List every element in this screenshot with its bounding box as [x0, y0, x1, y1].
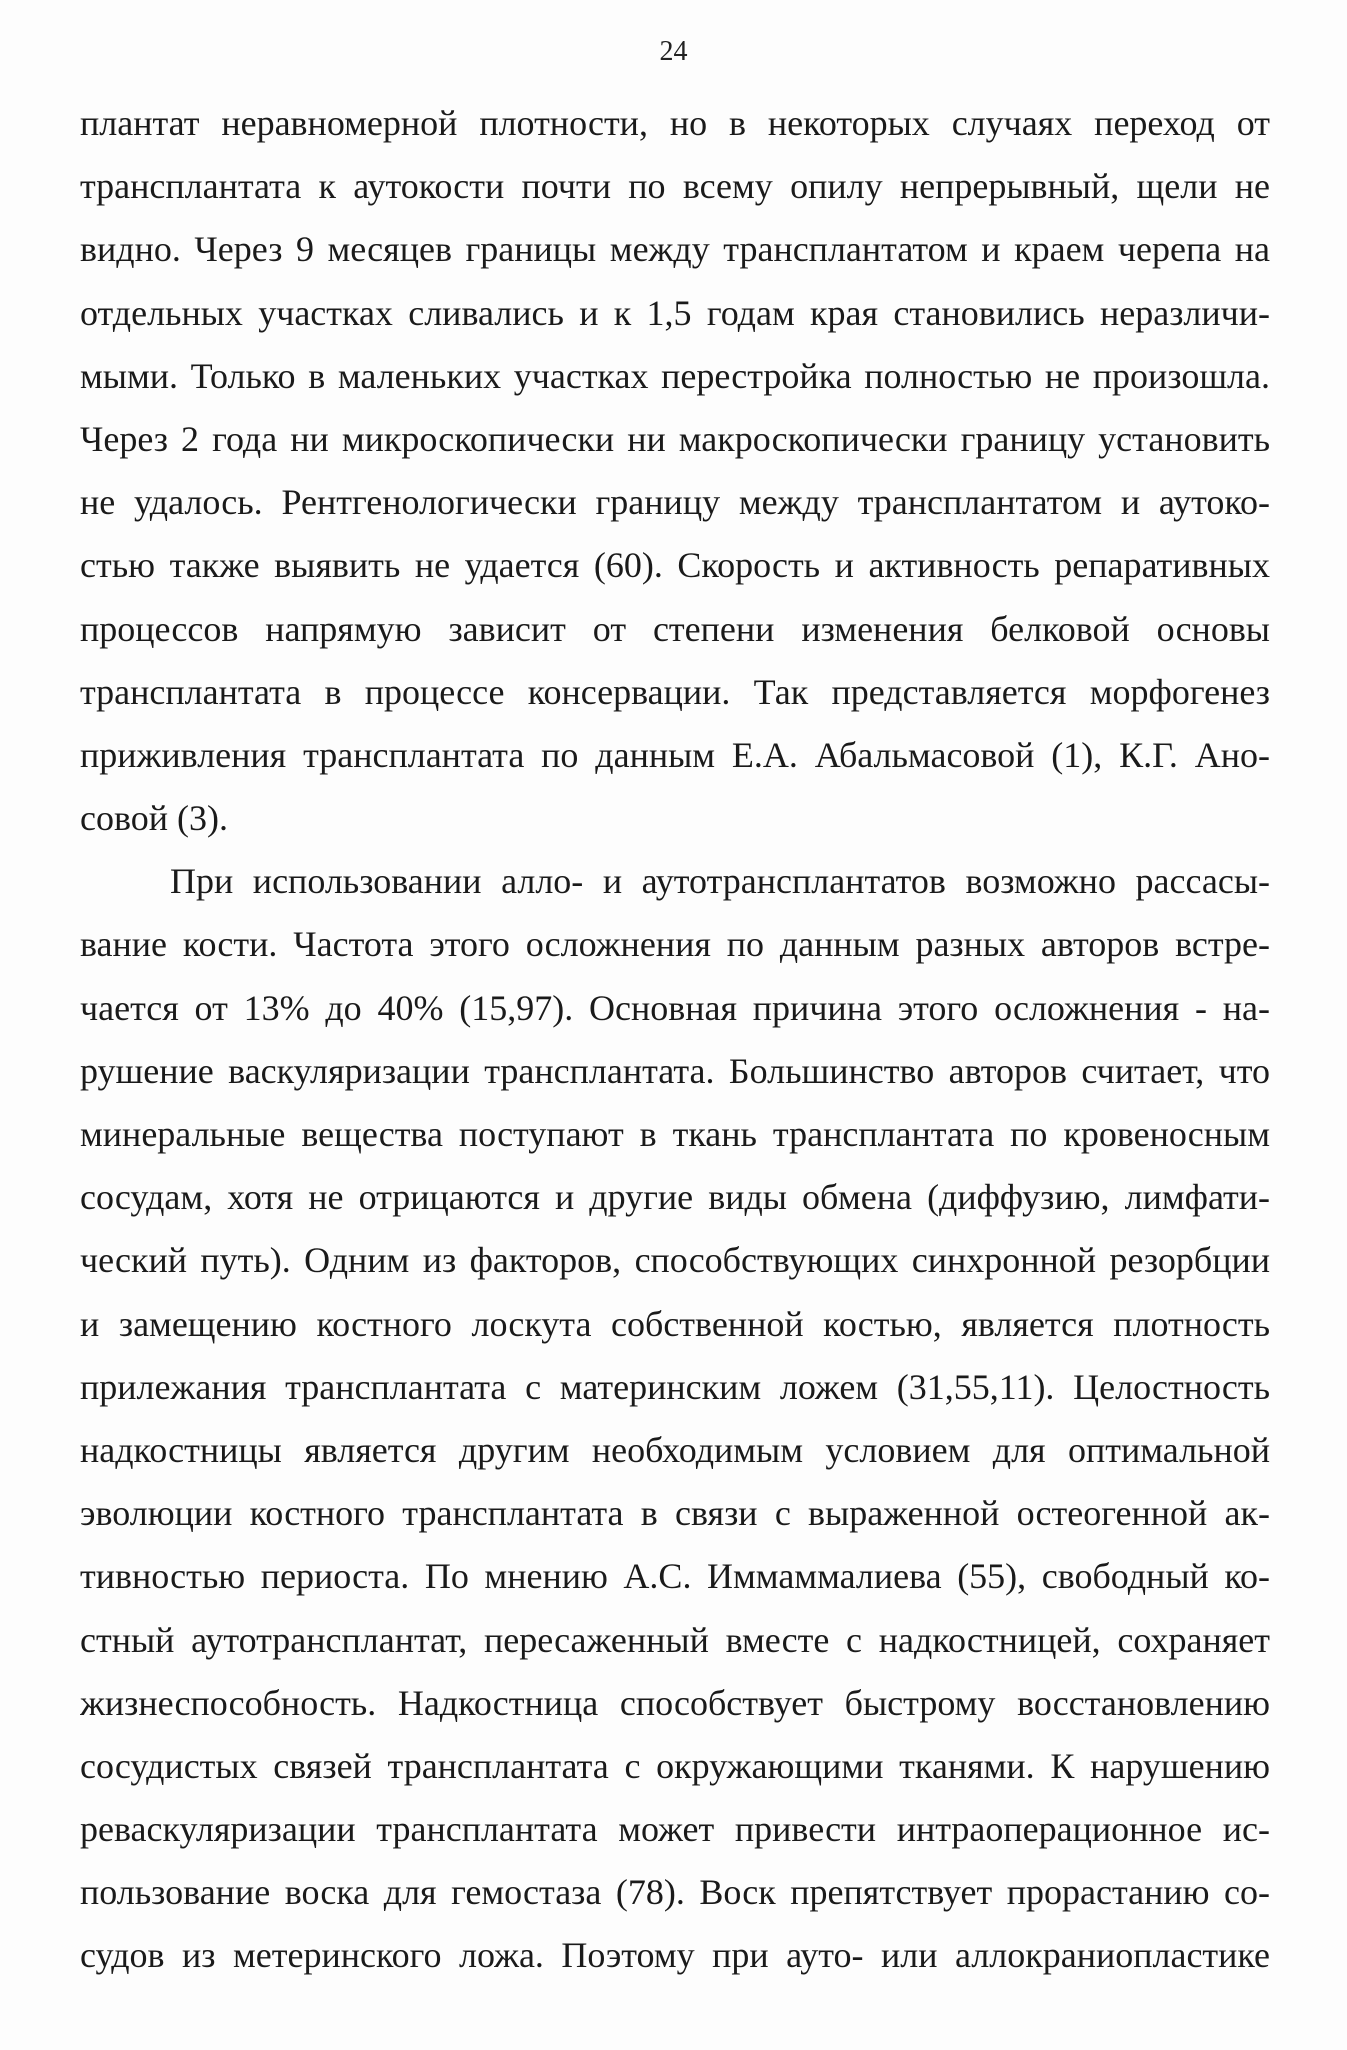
body-text	[80, 92, 1270, 1988]
text-line: вание кости. Частота этого осложнения по данным разных авторов встре-	[80, 924, 1270, 965]
text-line: сосудистых связей трансплантата с окружающими тканями. К нарушению	[80, 1745, 1270, 1786]
text-line: минеральные вещества поступают в ткань трансплантата по кровеносным	[80, 1114, 1270, 1154]
text-line: трансплантата в процессе консервации. Так представляется морфогенез	[80, 671, 1270, 712]
text-line: процессов напрямую зависит от степени изменения белковой основы	[80, 608, 1270, 649]
text-line: стью также выявить не удается (60). Скорость и активность репаративных	[80, 545, 1270, 586]
text-line: Через 2 года ни микроскопически ни макроскопически границу установить	[80, 418, 1270, 459]
text-line: совой (3).	[80, 798, 228, 839]
text-line: приживления трансплантата по данным Е.А. Абальмасовой (1), К.Г. Ано-	[80, 734, 1270, 775]
text-line: не удалось. Рентгенологически границу между трансплантатом и аутоко-	[80, 482, 1270, 523]
text-line: прилежания трансплантата с материнским ложем (31,55,11). Целостность	[80, 1366, 1270, 1407]
text-line: надкостницы является другим необходимым условием для оптимальной	[80, 1429, 1270, 1470]
text-line: судов из метеринского ложа. Поэтому при ауто- или аллокраниопластике	[80, 1935, 1270, 1976]
text-line: трансплантата к аутокости почти по всему опилу непрерывный, щели не	[80, 166, 1270, 207]
text-line: плантат неравномерной плотности, но в некоторых случаях переход от	[80, 103, 1270, 143]
paragraph-2	[80, 850, 1270, 1987]
text-line: стный аутотрансплантат, пересаженный вместе с надкостницей, сохраняет	[80, 1619, 1270, 1660]
text-line: эволюции костного трансплантата в связи с выраженной остеогенной ак-	[80, 1493, 1270, 1534]
paragraph-1	[80, 92, 1270, 850]
text-line: пользование воска для гемостаза (78). Воск препятствует прорастанию со-	[80, 1872, 1270, 1913]
page-number: 24	[659, 36, 688, 67]
text-line: рушение васкуляризации трансплантата. Большинство авторов считает, что	[80, 1050, 1270, 1091]
text-line: При использовании алло- и аутотрансплантатов возможно рассасы-	[170, 861, 1270, 902]
text-line: и замещению костного лоскута собственной костью, является плотность	[80, 1303, 1270, 1344]
text-line: чается от 13% до 40% (15,97). Основная причина этого осложнения - на-	[80, 987, 1270, 1028]
text-line: видно. Через 9 месяцев границы между трансплантатом и краем черепа на	[80, 229, 1270, 270]
text-line: мыми. Только в маленьких участках перестройка полностью не произошла.	[80, 355, 1270, 396]
text-line: тивностью периоста. По мнению А.С. Иммаммалиева (55), свободный ко-	[80, 1556, 1270, 1597]
text-line: сосудам, хотя не отрицаются и другие виды обмена (диффузию, лимфати-	[80, 1177, 1270, 1218]
text-line: отдельных участках сливались и к 1,5 годам края становились неразличи-	[80, 292, 1270, 333]
text-line: жизнеспособность. Надкостница способствует быстрому восстановлению	[80, 1682, 1270, 1723]
text-line: реваскуляризации трансплантата может привести интраоперационное ис-	[80, 1809, 1270, 1850]
text-line: ческий путь). Одним из факторов, способствующих синхронной резорбции	[80, 1240, 1270, 1281]
